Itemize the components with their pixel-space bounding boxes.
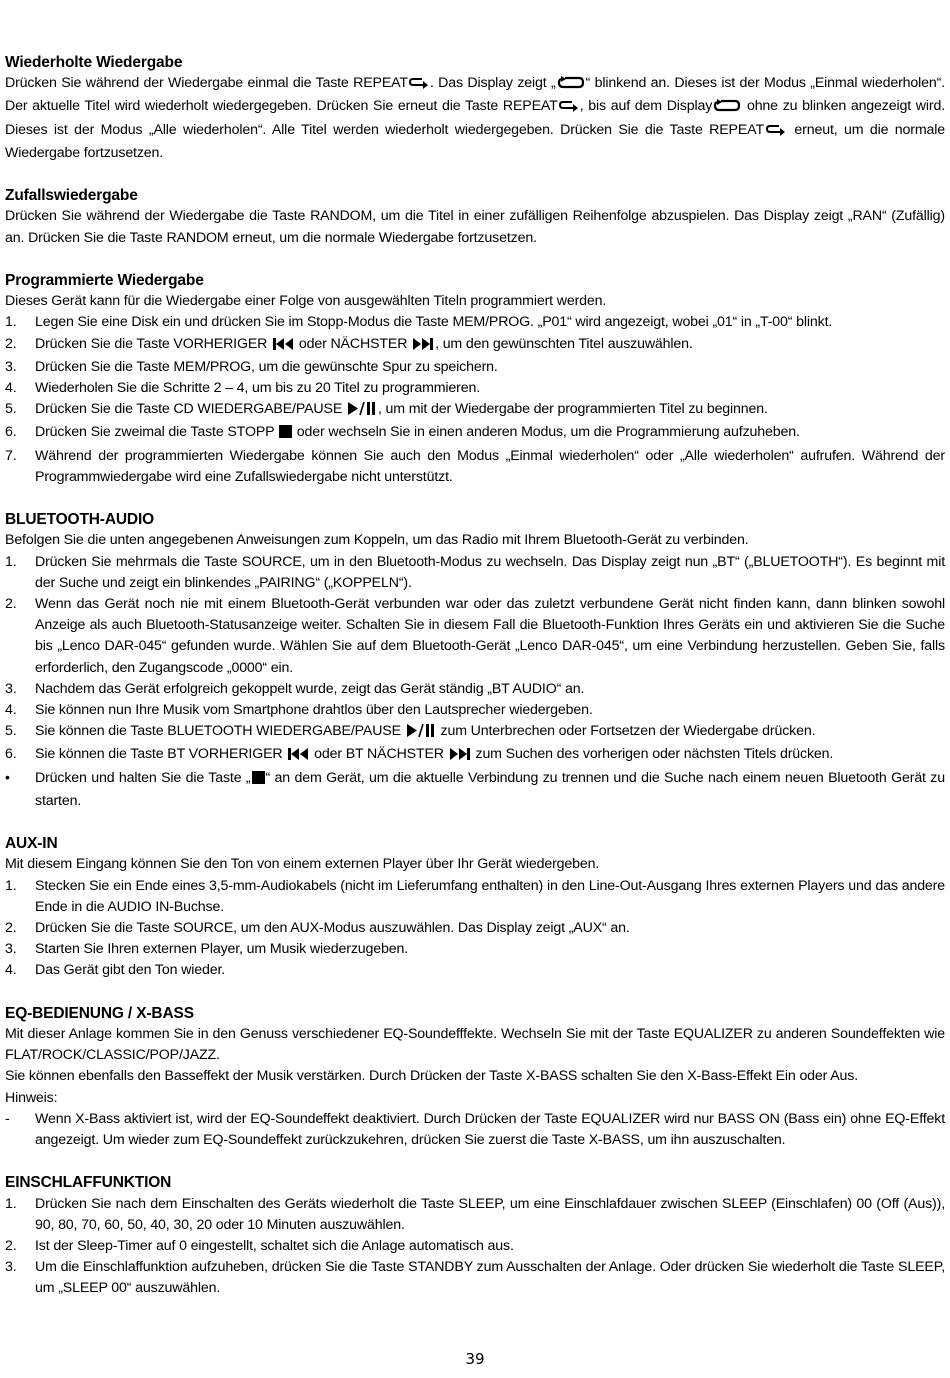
text: . Das Display zeigt „ (429, 75, 556, 92)
section-program (5, 270, 945, 488)
skip-previous-icon (272, 336, 294, 357)
item-text: Wenn das Gerät noch nie mit einem Bluetooth-Gerät verbunden war oder das zuletzt verbundene Gerät nicht finden kann, dann blinken sowohl Anzeige als auch Bluetooth-Statusanzeige weiter. Schalten Sie in diesem Fall die Bluetooth-Funktion Ihres Geräts ein und aktivieren Sie die Suche bis „Lenco DAR-045“ gefunden wurde. Wählen Sie auf dem Bluetooth-Gerät „Lenco DAR-045“, um eine Verbindung herzustellen. Geben Sie, falls erforderlich, den Zugangscode „0000“ ein. (35, 596, 945, 676)
text: Drücken Sie während der Wiedergabe einmal die Taste REPEAT (5, 75, 408, 92)
play-pause-icon (347, 401, 377, 422)
item-text: Drücken Sie die Taste SOURCE, um den AUX-Modus auszuwählen. Das Display zeigt „AUX“ an. (35, 920, 630, 937)
list-item (5, 1109, 945, 1151)
item-text: Sie können nun Ihre Musik vom Smartphone drahtlos über den Lautsprecher wiedergeben. (35, 702, 593, 719)
section-title: EINSCHLAFFUNKTION (5, 1174, 172, 1192)
list-item (5, 768, 945, 812)
item-number: 3. (5, 680, 17, 697)
item-number: 1. (5, 553, 17, 570)
repeat-display-icon (713, 98, 741, 119)
list-item (5, 1194, 945, 1236)
item-number: 3. (5, 941, 17, 958)
note-label: Hinweis: (5, 1089, 58, 1106)
item-text: Drücken Sie mehrmals die Taste SOURCE, um in den Bluetooth-Modus zu wechseln. Das Display zeigt nun „BT“ („BLUETOOTH“). Es beginnt mit der Suche und zeigt ein blinkendes „PAIRING“ („KOPPELN“). (35, 553, 945, 591)
skip-next-icon (412, 336, 434, 357)
item-number: 2. (5, 335, 17, 352)
list-item (5, 334, 945, 357)
text: “ blinkend an. Dieses ist der Modus „Einmal wiederholen“. Der aktuelle Titel wird wiederholt wiedergegeben. Drücken Sie erneut die Taste REPEAT (5, 75, 945, 115)
text: Sie können die Taste BLUETOOTH WIEDERGABE/PAUSE (35, 723, 401, 740)
paragraph: Befolgen Sie die unten angegebenen Anweisungen zum Koppeln, um das Radio mit Ihrem Bluetooth-Gerät zu verbinden. (5, 532, 749, 549)
item-text (35, 334, 945, 357)
item-number: 4. (5, 380, 17, 397)
list-item (5, 1257, 945, 1299)
section-bluetooth (5, 509, 945, 812)
item-text (35, 422, 945, 445)
list-item (5, 744, 945, 767)
list-item (5, 876, 945, 918)
item-text: Um die Einschlaffunktion aufzuheben, drücken Sie die Taste STANDBY zum Ausschalten der Anlage. Oder drücken Sie wiederholt die Taste SLEEP, um „SLEEP 00“ auszuwählen. (35, 1259, 945, 1297)
item-text: Legen Sie eine Disk ein und drücken Sie im Stopp-Modus die Taste MEM/PROG. „P01“ wird angezeigt, wobei „01“ in „T-00“ blinkt. (35, 314, 833, 331)
text: , um mit der Wiedergabe der programmierten Titel zu beginnen. (377, 401, 768, 418)
item-number: 5. (5, 401, 17, 418)
item-number: 1. (5, 877, 17, 894)
item-text: Nachdem das Gerät erfolgreich gekoppelt wurde, zeigt das Gerät ständig „BT AUDIO“ an. (35, 680, 585, 697)
section-aux-in (5, 833, 945, 981)
item-text: Ist der Sleep-Timer auf 0 eingestellt, schaltet sich die Anlage automatisch aus. (35, 1238, 514, 1255)
text: oder NÄCHSTER (298, 335, 408, 352)
dash: - (5, 1110, 10, 1127)
paragraph: Mit diesem Eingang können Sie den Ton von einem externen Player über Ihr Gerät wiedergeben. (5, 856, 600, 873)
section-title: Zufallswiedergabe (5, 187, 138, 205)
skip-next-icon (449, 746, 471, 767)
item-number: 7. (5, 447, 17, 464)
list-item (5, 446, 945, 488)
paragraph: Drücken Sie während der Wiedergabe die Taste RANDOM, um die Titel in einer zufälligen Reihenfolge abzuspielen. Das Display zeigt „RAN“ (Zufällig) an. Drücken Sie die Taste RANDOM erneut, um die normale Wiedergabe fortzusetzen. (5, 208, 945, 246)
item-text: Drücken Sie die Taste MEM/PROG, um die gewünschte Spur zu speichern. (35, 358, 498, 375)
repeat-key-icon (409, 75, 429, 96)
stop-icon (252, 770, 265, 791)
item-number: 2. (5, 1238, 17, 1255)
item-text (35, 721, 945, 744)
item-number: 6. (5, 424, 17, 441)
item-number: 6. (5, 746, 17, 763)
section-random (5, 185, 945, 249)
paragraph: Mit dieser Anlage kommen Sie in den Genuss verschiedener EQ-Soundefffekte. Wechseln Sie mit der Taste EQUALIZER zu anderen Soundeffekten wie FLAT/ROCK/CLASSIC/POP/JAZZ. (5, 1026, 945, 1064)
item-number: 3. (5, 358, 17, 375)
list-item (5, 1236, 945, 1257)
text: “ an dem Gerät, um die aktuelle Verbindung zu trennen und die Suche nach einem neuen Bluetooth Gerät zu starten. (35, 769, 945, 809)
text: oder wechseln Sie in einen anderen Modus, um die Programmierung aufzuheben. (296, 424, 800, 441)
list-item (5, 422, 945, 445)
repeat-key-icon (765, 122, 787, 143)
page-number: 39 (465, 1350, 485, 1368)
item-number: 3. (5, 1259, 17, 1276)
list-item (5, 679, 945, 700)
text: , um den gewünschten Titel auszuwählen. (435, 335, 693, 352)
text: , bis auf dem Display (579, 98, 713, 115)
item-text: Drücken Sie nach dem Einschalten des Geräts wiederholt die Taste SLEEP, um eine Einschlafdauer zwischen SLEEP (Einschlafen) 00 (Off (Aus)), 90, 80, 70, 60, 50, 40, 30, 20 oder 10 Minuten auszuwählen. (35, 1195, 945, 1233)
list-item (5, 594, 945, 679)
text: ohne zu blinken angezeigt wird. Dieses ist der Modus „Alle wiederholen“. Alle Titel werden wiederholt wiedergegeben. Drücken Sie die Taste REPEAT (5, 98, 945, 138)
text: Sie können die Taste BT VORHERIGER (35, 746, 283, 763)
section-repeat (5, 52, 945, 164)
section-title: EQ-BEDIENUNG / X-BASS (5, 1004, 194, 1022)
list-item (5, 378, 945, 399)
list-item (5, 721, 945, 744)
list-item (5, 700, 945, 721)
play-pause-icon (406, 723, 436, 744)
text: Drücken Sie die Taste CD WIEDERGABE/PAUSE (35, 401, 343, 418)
list-item (5, 918, 945, 939)
paragraph: Sie können ebenfalls den Basseffekt der Musik verstärken. Durch Drücken der Taste X-BASS schalten Sie den X-Bass-Effekt Ein oder Aus. (5, 1068, 859, 1085)
item-text: Während der programmierten Wiedergabe können Sie auch den Modus „Einmal wiederholen“ oder „Alle wiederholen“ aufrufen. Während der Programmwiedergabe wird eine Zufallswiedergabe nicht unterstützt. (35, 447, 945, 485)
item-number: 2. (5, 920, 17, 937)
text: Drücken und halten Sie die Taste „ (35, 769, 251, 786)
list-item (5, 399, 945, 422)
list-item (5, 939, 945, 960)
list-item (5, 312, 945, 333)
skip-previous-icon (287, 746, 309, 767)
section-title: Wiederholte Wiedergabe (5, 54, 183, 71)
section-title: BLUETOOTH-AUDIO (5, 511, 155, 529)
stop-icon (279, 424, 292, 445)
paragraph: Dieses Gerät kann für die Wiedergabe einer Folge von ausgewählten Titeln programmiert werden. (5, 293, 607, 310)
list-item (5, 552, 945, 594)
item-text: Starten Sie Ihren externen Player, um Musik wiederzugeben. (35, 941, 408, 958)
repeat-display-icon (557, 75, 585, 96)
item-number: 1. (5, 1195, 17, 1212)
item-number: 1. (5, 314, 17, 331)
text: oder BT NÄCHSTER (314, 746, 444, 763)
text: zum Unterbrechen oder Fortsetzen der Wiedergabe drücken. (440, 723, 816, 740)
item-text (35, 399, 945, 422)
item-number: 4. (5, 962, 17, 979)
item-text: Wiederholen Sie die Schritte 2 – 4, um bis zu 20 Titel zu programmieren. (35, 380, 480, 397)
list-item (5, 960, 945, 981)
bullet: • (5, 769, 10, 786)
section-title: Programmierte Wiedergabe (5, 272, 204, 289)
item-text: Wenn X-Bass aktiviert ist, wird der EQ-Soundeffekt deaktiviert. Durch Drücken der Taste EQUALIZER wird nur BASS ON (Bass ein) ohne EQ-Effekt angezeigt. Um wieder zum EQ-Soundeffekt zurückzukehren, drücken Sie zuerst die Taste X-BASS, um ihn auszuschalten. (35, 1110, 945, 1149)
text: erneut, um die normale Wiedergabe fortzusetzen. (5, 121, 945, 161)
paragraph (5, 73, 945, 164)
item-text (35, 768, 945, 812)
text: zum Suchen des vorherigen oder nächsten Titels drücken. (475, 746, 834, 763)
item-number: 2. (5, 596, 17, 613)
text: Drücken Sie zweimal die Taste STOPP (35, 424, 275, 441)
item-text: Das Gerät gibt den Ton wieder. (35, 962, 226, 979)
item-number: 4. (5, 702, 17, 719)
list-item (5, 357, 945, 378)
item-text: Stecken Sie ein Ende eines 3,5-mm-Audiokabels (nicht im Lieferumfang enthalten) in den Line-Out-Ausgang Ihres externen Players und das andere Ende in die AUDIO IN-Buchse. (35, 877, 945, 915)
repeat-key-icon (559, 98, 579, 119)
manual-page (5, 52, 945, 1321)
text: Drücken Sie die Taste VORHERIGER (35, 335, 268, 352)
section-sleep (5, 1172, 945, 1299)
item-number: 5. (5, 723, 17, 740)
item-text (35, 744, 945, 767)
section-eq-xbass (5, 1003, 945, 1151)
section-title: AUX-IN (5, 835, 58, 853)
